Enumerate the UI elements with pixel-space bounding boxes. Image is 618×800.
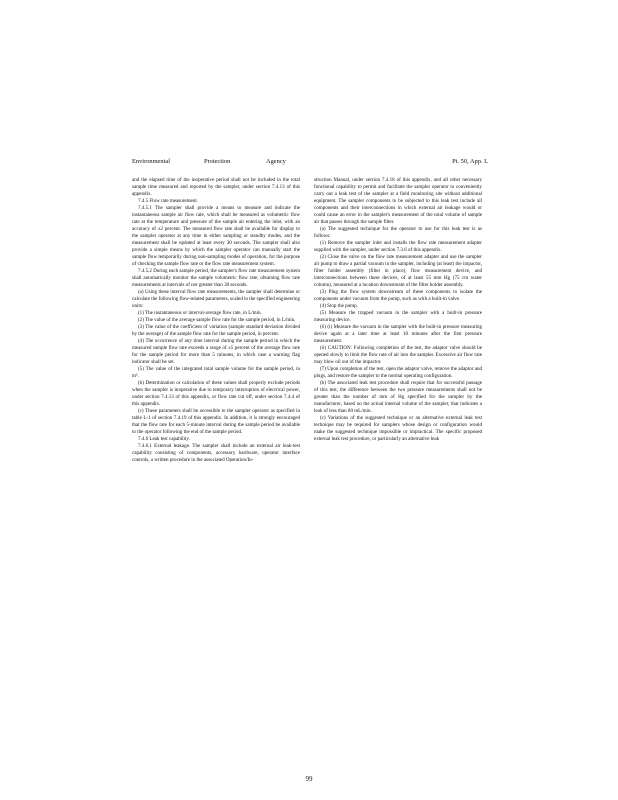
paragraph: struction Manual, under section 7.4.18 of this appendix, and all other necessary functional capability to permit and facilitate the sampler operator to conveniently carry out a leak test of the sampler at a field monitoring site without additional equipment. The sampler components to be subjected to this leak test include all components and their interconnections in which external air leakage would or could cause an error in the sampler's measurement of the total volume of sample air that passes through the sample filter. — [314, 177, 482, 225]
paragraph: (a) The suggested technique for the operator to use for this leak test is as follows: — [314, 226, 482, 239]
paragraph: (5) Measure the trapped vacuum in the sampler with a built-in pressure measuring device. — [314, 310, 482, 323]
paragraph: (1) Remove the sampler inlet and installs the flow rate measurement adapter supplied with the sampler, under section 7.3.6 of this appendix. — [314, 240, 482, 253]
paragraph: (2) The value of the average sample flow rate for the sample period, in L/min. — [138, 317, 296, 323]
right-text-column — [314, 177, 482, 443]
paragraph: 7.4.5.2 During each sample period, the sampler's flow rate measurement system shall automatically monitor the sample volumetric flow rate, obtaining flow rate measurements at intervals of not greater than 30 seconds. — [132, 268, 300, 288]
paragraph: (2) Close the valve on the flow rate measurement adapter and use the sampler air pump to draw a partial vacuum in the sampler, including (at least) the impactor, filter holder assembly (filter in place), flow measurement device, and interconnections between these devices, of at least 55 mm Hg (75 cm water column), measured at a location downstream of the filter holder assembly. — [314, 254, 482, 288]
paragraph: 7.4.5.1 The sampler shall provide a means to measure and indicate the instantaneous sample air flow rate, which shall be measured as volumetric flow rate at the temperature and pressure of the sample air entering the inlet, with an accuracy of ±2 percent. The measured flow rate shall be available for display to the sampler operator at any time in either sampling or standby modes, and the measurement shall be updated at least every 30 seconds. The sampler shall also provide a simple means by which the sampler operator can manually start the sample flow temporarily during non-sampling modes of operation, for the purpose of checking the sample flow rate or the flow rate measurement system. — [132, 205, 300, 267]
paragraph: (b) Determination or calculation of these values shall properly exclude periods when the sampler is inoperative due to temporary interruption of electrical power, under section 7.4.13 of this appendix, or flow rate cut off, under section 7.4.4 of this appendix. — [132, 380, 300, 407]
paragraph: (5) The value of the integrated total sample volume for the sample period, in m³. — [132, 366, 300, 379]
paragraph: (4) The occurrence of any time interval during the sample period in which the measured sample flow rate exceeds a range of ±5 percent of the average flow rate for the sample period for more than 5 minutes, in which case a warning flag indicator shall be set. — [132, 338, 300, 365]
paragraph: (c) Variations of the suggested technique or an alternative external leak test technique may be required for samplers whose design or configuration would make the suggested technique impossible or impractical. The specific proposed external leak test procedure, or particularly an alternative leak — [314, 415, 482, 442]
header-agency-word-3: Agency — [266, 158, 286, 165]
page-number: 99 — [305, 775, 313, 783]
paragraph: (3) Plug the flow system downstream of these components to isolate the components under vacuum from the pump, such as with a built-in valve. — [314, 289, 482, 302]
paragraph: (a) Using these interval flow rate measurements, the sampler shall determine or calculate the following flow-related parameters, scaled in the specified engineering units: — [132, 289, 300, 309]
paragraph: (4) Stop the pump. — [320, 303, 358, 309]
header-part-reference: Pt. 50, App. L — [452, 158, 488, 165]
paragraph: 7.4.6.1 External leakage. The sampler shall include an external air leak-test capability consisting of components, accessory hardware, operator interface controls, a written procedure in the associated Operation/In- — [132, 443, 300, 463]
paragraph: (c) These parameters shall be accessible to the sampler operator as specified in table L-1 of section 7.4.19 of this appendix. In addition, it is strongly encouraged that the flow rate for each 5-minute interval during the sample period be available to the operator following the end of the sample period. — [132, 408, 300, 435]
paragraph: (ii) CAUTION: Following completion of the test, the adaptor valve should be opened slowly to limit the flow rate of air into the sampler. Excessive air flow rate may blow oil out of the impactor. — [314, 345, 482, 365]
paragraph: and the elapsed time of the inoperative period shall not be included in the total sample time measured and reported by the sampler, under section 7.4.13 of this appendix. — [132, 177, 300, 197]
running-header — [132, 158, 488, 170]
paragraph: (3) The value of the coefficient of variation (sample standard deviation divided by the average) of the sample flow rate for the sample period, in percent. — [132, 324, 300, 337]
paragraph: (6) (i) Measure the vacuum in the sampler with the built-in pressure measuring device again at a later time at least 10 minutes after the first pressure measurement. — [314, 324, 482, 344]
header-agency-word-1: Environmental — [132, 158, 170, 165]
header-agency-word-2: Protection — [204, 158, 231, 165]
paragraph: 7.4.6 Leak test capability. — [138, 436, 190, 442]
paragraph: 7.4.5 Flow rate measurement. — [138, 198, 198, 204]
paragraph: (7) Upon completion of the test, open the adaptor valve, remove the adaptor and plugs, and restore the sampler to the normal operating configuration. — [314, 366, 482, 379]
paragraph: (1) The instantaneous or interval-average flow rate, in L/min. — [138, 310, 262, 316]
left-text-column — [132, 177, 300, 464]
paragraph: (b) The associated leak test procedure shall require that for successful passage of this test, the difference between the two pressure measurements shall not be greater than the number of mm of Hg specified for the sampler by the manufacturer, based on the actual internal volume of the sampler, that indicates a leak of less than 80 mL/min. — [314, 380, 482, 414]
